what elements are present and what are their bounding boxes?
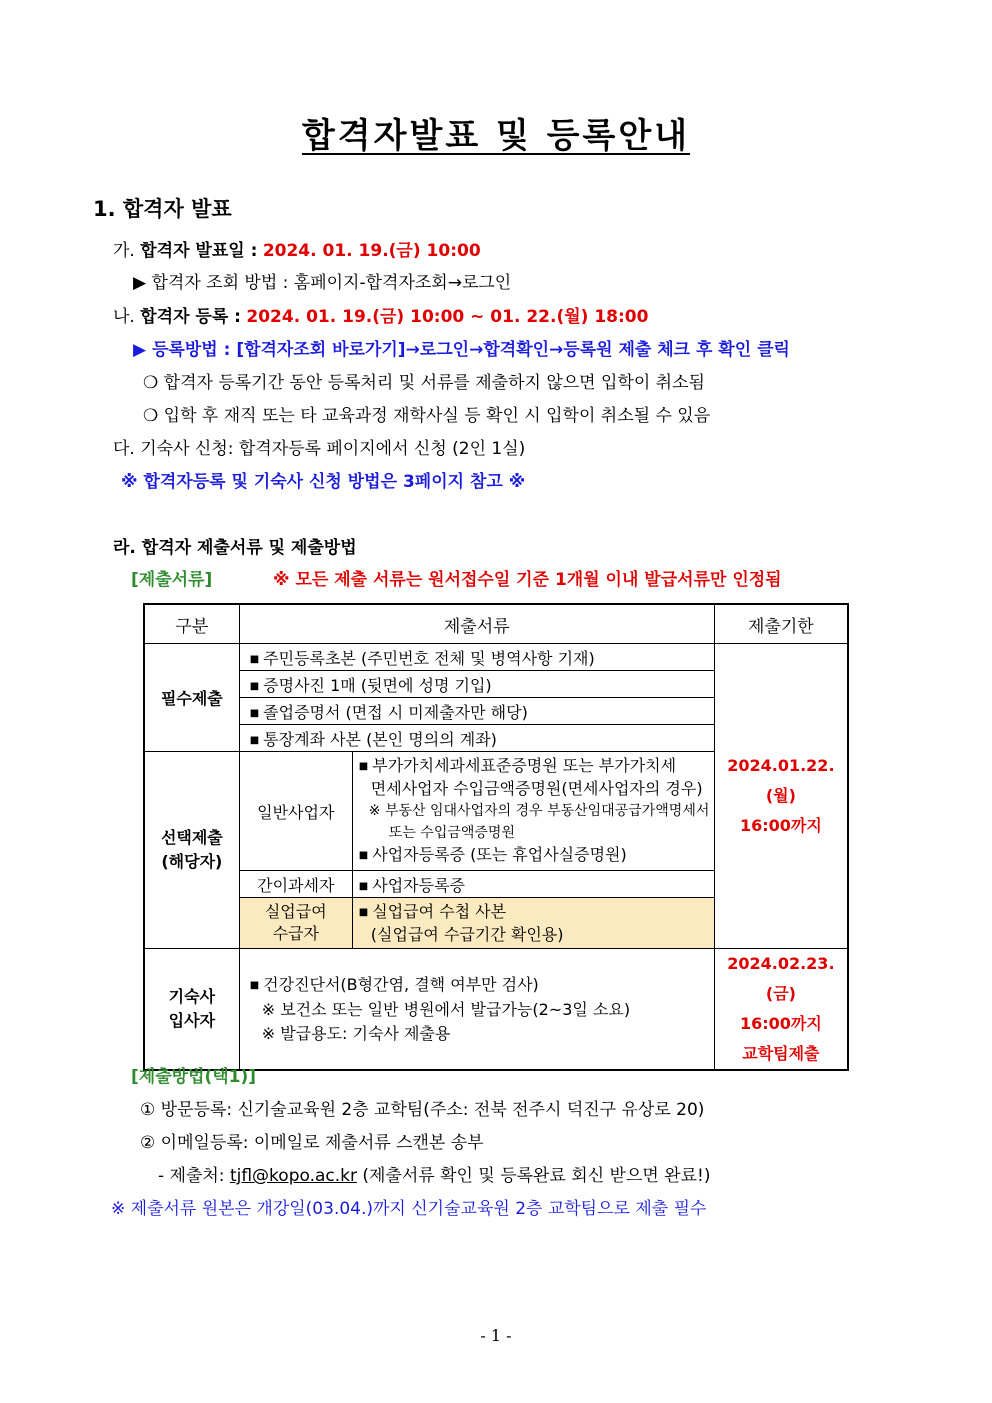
unemployment-label: 실업급여 수급자 bbox=[239, 898, 352, 949]
dorm-apply: 다. 기숙사 신청: 합격자등록 페이지에서 신청 (2인 1실) bbox=[113, 439, 526, 459]
required-item: ■ 증명사진 1매 (뒷면에 성명 기입) bbox=[239, 671, 714, 698]
page-number: - 1 - bbox=[480, 1326, 512, 1345]
docs-heading: 라. 합격자 제출서류 및 제출방법 bbox=[113, 538, 357, 558]
register-period: 2024. 01. 19.(금) 10:00 ~ 01. 22.(월) 18:00 bbox=[246, 307, 649, 327]
lookup-method: ▶ 합격자 조회 방법 : 홈페이지-합격자조회→로그인 bbox=[133, 273, 512, 293]
final-note: ※ 제출서류 원본은 개강일(03.04.)까지 신기술교육원 2층 교학팀으로 제출 필수 bbox=[111, 1199, 707, 1219]
deadline-1: 2024.01.22.(월) 16:00까지 bbox=[714, 644, 848, 949]
announce-date: 2024. 01. 19.(금) 10:00 bbox=[262, 241, 481, 261]
register-note-2: ❍ 입학 후 재직 또는 타 교육과정 재학사실 등 확인 시 입학이 취소될 수 있음 bbox=[143, 406, 711, 426]
dorm-items: ■ 건강진단서(B형간염, 결핵 여부만 검사) ※ 보건소 또는 일반 병원에서 발급가능(2~3일 소요) ※ 발급용도: 기숙사 제출용 bbox=[239, 949, 714, 1071]
email-link[interactable]: tjfl@kopo.ac.kr bbox=[229, 1166, 357, 1186]
required-item: ■ 통장계좌 사본 (본인 명의의 계좌) bbox=[239, 725, 714, 752]
deadline-2: 2024.02.23.(금) 16:00까지 교학팀제출 bbox=[714, 949, 848, 1071]
docs-notice: ※ 모든 제출 서류는 원서접수일 기준 1개월 이내 발급서류만 인정됨 bbox=[273, 570, 782, 590]
required-item: ■ 졸업증명서 (면접 시 미제출자만 해당) bbox=[239, 698, 714, 725]
header-category: 구분 bbox=[144, 604, 239, 644]
announce-date-line: 가. 합격자 발표일 : 2024. 01. 19.(금) 10:00 bbox=[113, 241, 481, 261]
table-row bbox=[144, 644, 848, 671]
table-row bbox=[144, 949, 848, 1071]
header-documents: 제출서류 bbox=[239, 604, 714, 644]
required-label: 필수제출 bbox=[144, 644, 239, 752]
simple-taxpayer-item: ■ 사업자등록증 bbox=[352, 871, 714, 898]
register-period-line: 나. 합격자 등록 : 2024. 01. 19.(금) 10:00 ~ 01. 22.(월) 18:00 bbox=[113, 307, 649, 327]
table-header-row bbox=[144, 604, 848, 644]
method-tag: [제출방법(택1)] bbox=[131, 1067, 257, 1087]
docs-tag: [제출서류] bbox=[131, 570, 213, 590]
documents-table bbox=[143, 603, 849, 1071]
method-email-address-line: - 제출처: tjfl@kopo.ac.kr (제출서류 확인 및 등록완료 회신 받으면 완료!) bbox=[158, 1166, 711, 1186]
dorm-apply-note: ※ 합격자등록 및 기숙사 신청 방법은 3페이지 참고 ※ bbox=[121, 472, 526, 492]
page-title: 합격자발표 및 등록안내 bbox=[301, 116, 691, 156]
general-business-items: ■ 부가가치세과세표준증명원 또는 부가가치세 면세사업자 수입금액증명원(면세사업자의 경우) ※ 부동산 임대사업자의 경우 부동산임대공급가액명세서 또는 수입금액증명원 ■ 사업자등록증 (또는 휴업사실증명원) bbox=[352, 752, 714, 871]
section-heading: 1. 합격자 발표 bbox=[93, 197, 232, 221]
header-deadline: 제출기한 bbox=[714, 604, 848, 644]
optional-label: 선택제출 (해당자) bbox=[144, 752, 239, 949]
dorm-label: 기숙사 입사자 bbox=[144, 949, 239, 1071]
register-note-1: ❍ 합격자 등록기간 동안 등록처리 및 서류를 제출하지 않으면 입학이 취소됨 bbox=[143, 373, 705, 393]
method-email: ② 이메일등록: 이메일로 제출서류 스캔본 송부 bbox=[140, 1133, 484, 1153]
register-method: ▶ 등록방법 : [합격자조회 바로가기]→로그인→합격확인→등록원 제출 체크 후 확인 클릭 bbox=[133, 340, 790, 360]
simple-taxpayer-label: 간이과세자 bbox=[239, 871, 352, 898]
general-business-label: 일반사업자 bbox=[239, 752, 352, 871]
unemployment-item: ■ 실업급여 수첩 사본 (실업급여 수급기간 확인용) bbox=[352, 898, 714, 949]
method-visit: ① 방문등록: 신기술교육원 2층 교학팀(주소: 전북 전주시 덕진구 유상로 20) bbox=[140, 1100, 705, 1120]
required-item: ■ 주민등록초본 (주민번호 전체 및 병역사항 기재) bbox=[239, 644, 714, 671]
